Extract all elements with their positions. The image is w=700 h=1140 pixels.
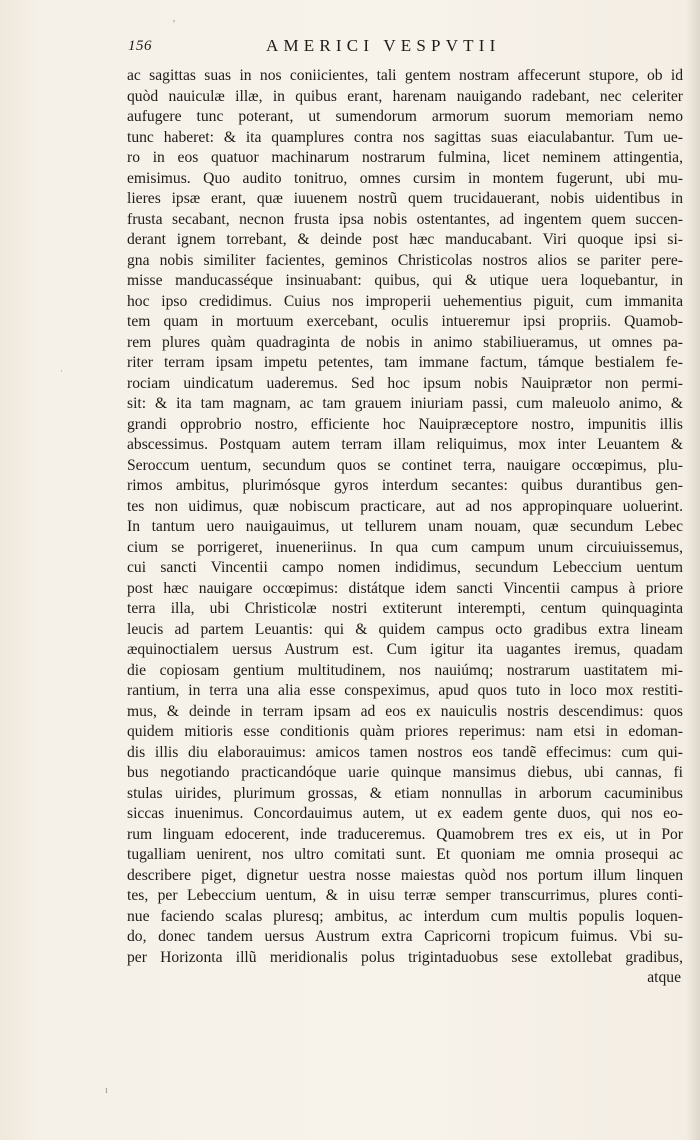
text-line: gna nobis similiter facientes, geminos Christicolas nostros alios se pariter pere-	[127, 251, 683, 269]
text-line: ac sagittas suas in nos coniicientes, tali gentem nostram affecerunt stupore, ob id	[127, 67, 683, 84]
text-line: hoc ipso credidimus. Cuius nos improperii uehementius piguit, cum immanita	[127, 292, 683, 310]
page-edge-shadow	[686, 0, 700, 1140]
text-line: terra illa, ubi Christicolæ nostri extiterunt interempti, centum quinquaginta	[127, 600, 683, 617]
text-line: rantium, in terra una alia esse conspeximus, apud quos tuto in loco mox restiti-	[127, 682, 683, 699]
text-line: riter terram ipsam impetu petentes, tam immane factum, támque bestialem fe-	[127, 354, 683, 371]
text-line: lieres ipsæ erant, quæ iuuenem nostrũ quem trucidauerant, nobis uidentibus in	[127, 190, 683, 207]
text-line: die copiosam gentium multitudinem, nos nauiúmq; nostrarum uastitatem mi-	[127, 661, 683, 679]
page-header	[128, 36, 598, 58]
text-line: rum linguam edocerent, inde traduceremus. Quamobrem tres ex eis, ut in Por	[127, 825, 683, 843]
text-line: rociam uindicatum uaderemus. Sed hoc ipsum nobis Nauiprætor non permi-	[127, 374, 683, 392]
text-line: tes, per Lebeccium uentum, & in uisu terræ semper transcurrimus, plures conti-	[127, 887, 683, 904]
text-line: bus negotiando practicandóque uarie quinque mansimus diebus, ubi cannas, fi	[127, 764, 683, 781]
text-line: nue faciendo scalas pluresq; ambitus, ac interdum cum multis populis loquen-	[127, 907, 683, 925]
text-line: mus, & deinde in terram ipsam ad eos ex nauiculis nostris descendimus: quos	[127, 702, 683, 720]
text-line: describere piget, dignetur uestra nosse maiestas quòd nos portum illum linquen	[127, 866, 683, 884]
text-line: do, donec tandem uersus Austrum extra Capricorni tropicum fuimus. Vbi su-	[127, 928, 683, 945]
running-head: AMERICI VESPVTII	[266, 36, 501, 55]
margin-mark: ·	[60, 366, 63, 376]
text-line: emisimus. Quo audito tonitruo, omnes cursim in montem fugerunt, ubi mu-	[127, 169, 683, 187]
text-line: dis illis diu elaborauimus: amicos tamen nostros eos tandẽ effecimus: cum qui-	[127, 743, 683, 761]
text-line: leucis ad partem Leuantis: qui & quidem campus octo gradibus extra lineam	[127, 620, 683, 638]
text-line: misse manducasséque insinuabant: quibus, qui & utique uera loquebantur, in	[127, 272, 683, 289]
page-number: 156	[128, 38, 152, 54]
text-line: sit: & ita tam magnam, ac tam grauem iniuriam passi, cum maleuolo animo, &	[127, 395, 683, 412]
ink-mark: ʼ	[172, 18, 176, 30]
text-line: tunc haberet: & ita quamplures contra nos sagittas suas eiaculabantur. Tum ue-	[127, 128, 683, 146]
text-line: cium se porrigeret, inueneriinus. In qua cum campum unum circuiuissemus,	[127, 538, 683, 556]
body-text	[127, 66, 683, 989]
text-line: quòd nauiculæ illæ, in quibus erant, harenam nauigando radebant, nec celeriter	[127, 87, 683, 105]
text-line: tugalliam uenirent, nos ultro comitati sunt. Et quoniam me omnia prosequi ac	[127, 846, 683, 863]
text-line: post hæc nauigare occœpimus: distátque idem sancti Vincentii campus à priore	[127, 579, 683, 597]
margin-mark: ı	[105, 1085, 108, 1096]
text-line: æquinoctialem uersus Austrum est. Cum igitur ita uagantes iremus, quadam	[127, 641, 683, 658]
text-line: aufugere tunc poterant, ut sumendorum armorum suorum memoriam nemo	[127, 108, 683, 125]
text-line: grandi opprobrio nostro, efficiente hoc Nauipræceptore nostro, impunitis illis	[127, 415, 683, 433]
text-line: derant ignem torrebant, & deinde post hæc manducabant. Viri quoque ipsi si-	[127, 231, 683, 248]
text-line: Seroccum uentum, secundum quos se continet terra, nauigare occœpimus, plu-	[127, 456, 683, 474]
text-line: frusta secabant, necnon frusta ipsa nobis ostentantes, ad ingentem quem succen-	[127, 210, 683, 228]
text-line: ro in eos quatuor machinarum nostrarum fulmina, licet neminem attingentia,	[127, 149, 683, 166]
text-line: per Horizonta illũ meridionalis polus trigintaduobus sese extollebat gradibus,	[127, 948, 683, 966]
text-line: In tantum uero nauigauimus, ut tellurem unam nouam, quæ secundum Lebec	[127, 518, 683, 535]
text-line: rimos ambitus, plurimósque gyros interdum secantes: quibus durantibus gen-	[127, 477, 683, 494]
text-line: abscessimus. Postquam autem terram illam reliquimus, mox inter Leuantem &	[127, 436, 683, 453]
text-line: stulas uirides, plurimum grossas, & etiam nonnullas in arborum cacuminibus	[127, 784, 683, 802]
text-line: tes non uidimus, quæ nobiscum practicare, aut ad nos appropinquare uoluerint.	[127, 497, 683, 515]
text-line: tem quam in mortuum exercebant, oculis intueremur ipsi propriis. Quamob-	[127, 313, 683, 330]
catchword: atque	[647, 969, 681, 986]
text-line: siccas inuenimus. Concordauimus autem, ut ex eadem gente duos, qui nos eo-	[127, 805, 683, 822]
text-line: quidem mitioris esse conditionis quàm priores reperimus: nam etsi in edoman-	[127, 723, 683, 740]
text-line: rem plures quàm quadraginta de nobis in animo stabiliueramus, ut omnes pa-	[127, 333, 683, 351]
text-line: cui sancti Vincentii campo nomen indidimus, secundum Lebeccium uentum	[127, 559, 683, 576]
